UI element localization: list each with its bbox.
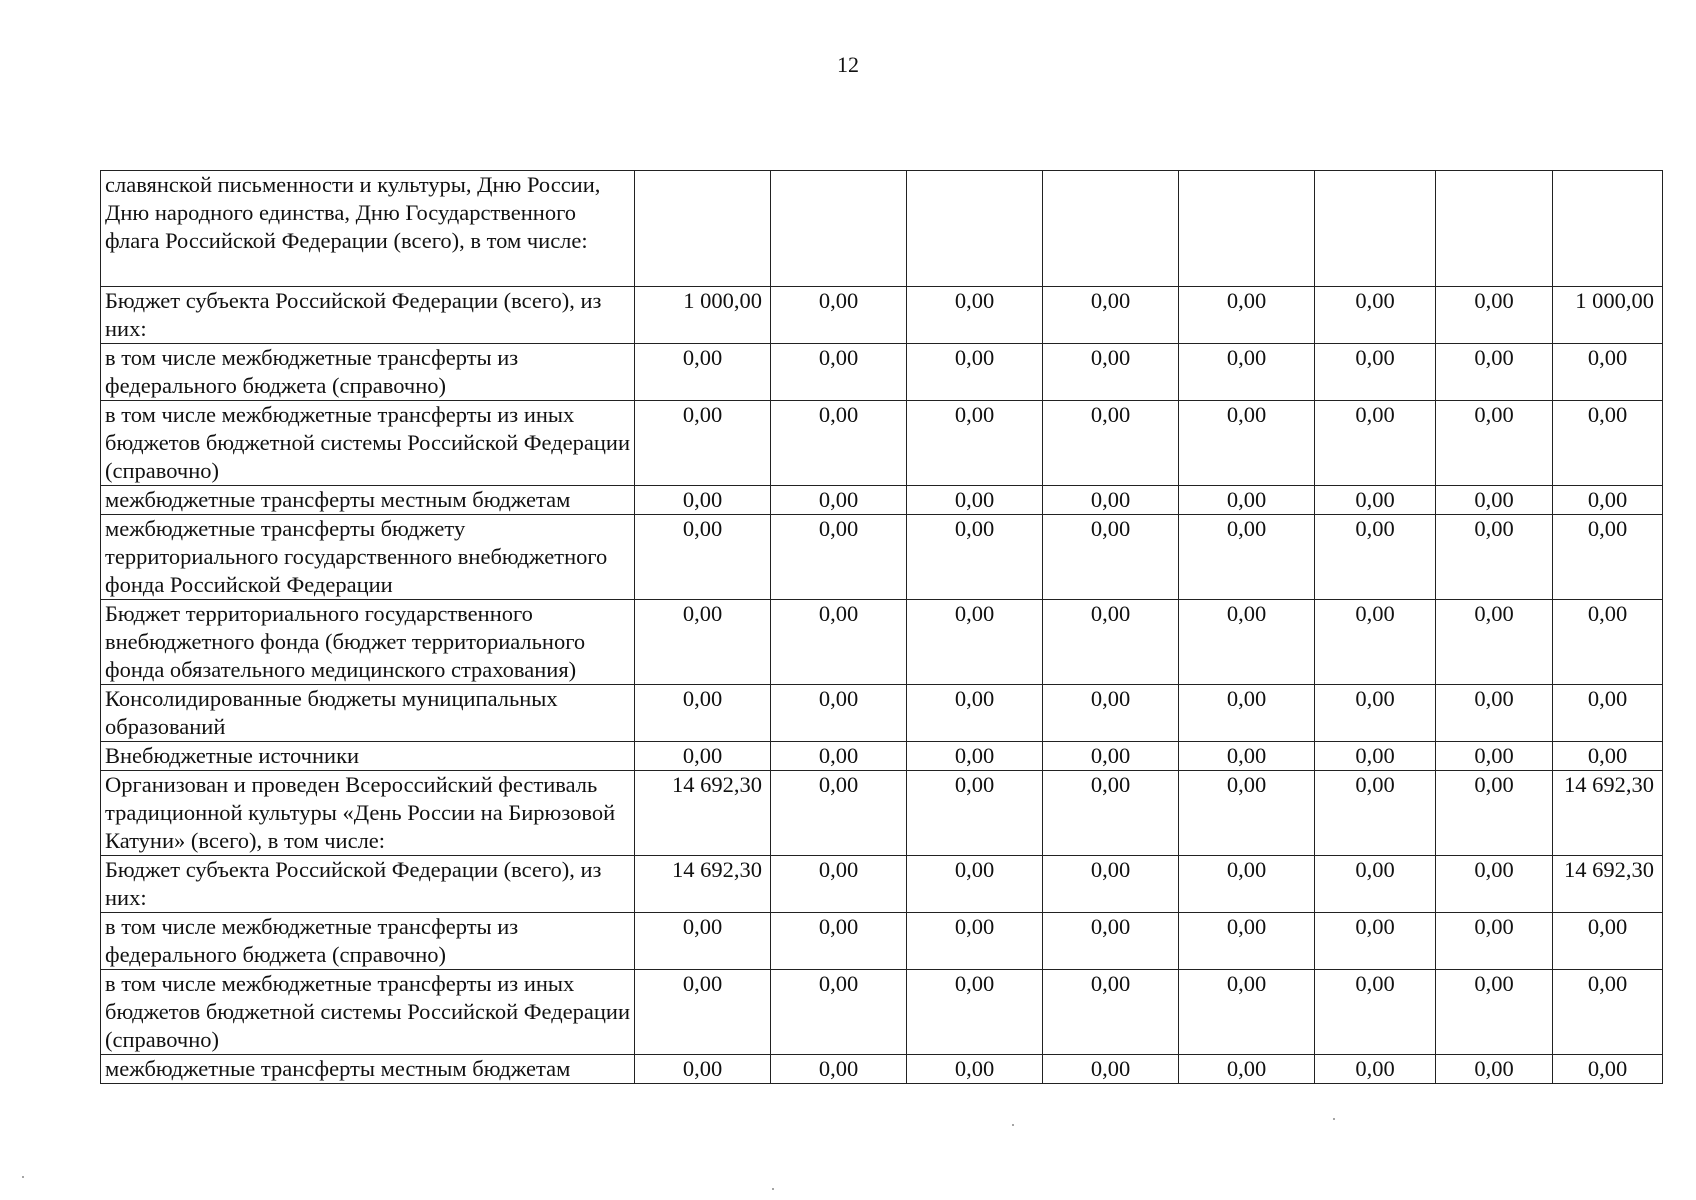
row-value: 0,00 — [1553, 913, 1663, 970]
table-row — [101, 287, 1663, 344]
row-value: 0,00 — [1043, 344, 1179, 401]
row-value: 0,00 — [1043, 742, 1179, 771]
scan-speck — [1012, 1124, 1014, 1126]
row-value: 0,00 — [1436, 344, 1553, 401]
row-label: Бюджет субъекта Российской Федерации (всего), из них: — [101, 287, 635, 344]
row-value — [1315, 171, 1436, 287]
row-value: 0,00 — [1179, 742, 1315, 771]
row-value: 1 000,00 — [1553, 287, 1663, 344]
row-value: 0,00 — [1315, 401, 1436, 486]
row-value: 0,00 — [1179, 287, 1315, 344]
row-value: 0,00 — [1315, 742, 1436, 771]
table-row — [101, 970, 1663, 1055]
row-value: 0,00 — [1043, 600, 1179, 685]
row-value — [1553, 171, 1663, 287]
row-value: 0,00 — [907, 486, 1043, 515]
row-value: 0,00 — [1436, 856, 1553, 913]
row-value: 0,00 — [907, 344, 1043, 401]
row-value: 0,00 — [635, 1055, 771, 1084]
row-value: 0,00 — [1043, 515, 1179, 600]
row-label: Внебюджетные источники — [101, 742, 635, 771]
row-value: 0,00 — [1315, 970, 1436, 1055]
row-value — [1436, 171, 1553, 287]
row-value: 0,00 — [1179, 600, 1315, 685]
table-row — [101, 742, 1663, 771]
row-value: 0,00 — [907, 742, 1043, 771]
row-label: Бюджет территориального государственного внебюджетного фонда (бюджет территориального фонда обязательного медицинского страхования) — [101, 600, 635, 685]
row-value: 0,00 — [771, 856, 907, 913]
row-value: 0,00 — [771, 771, 907, 856]
row-value: 0,00 — [771, 970, 907, 1055]
row-value: 14 692,30 — [635, 856, 771, 913]
row-value — [1179, 171, 1315, 287]
row-value: 0,00 — [771, 344, 907, 401]
row-value: 0,00 — [1315, 685, 1436, 742]
row-value: 0,00 — [635, 344, 771, 401]
row-value: 0,00 — [1043, 771, 1179, 856]
row-value: 0,00 — [771, 401, 907, 486]
row-label: Организован и проведен Всероссийский фестиваль традиционной культуры «День России на Бирюзовой Катуни» (всего), в том числе: — [101, 771, 635, 856]
row-value: 0,00 — [1179, 913, 1315, 970]
row-value: 0,00 — [635, 913, 771, 970]
row-label: межбюджетные трансферты местным бюджетам — [101, 486, 635, 515]
table-row — [101, 913, 1663, 970]
row-value: 0,00 — [771, 1055, 907, 1084]
row-value: 0,00 — [1179, 344, 1315, 401]
row-value: 0,00 — [1179, 1055, 1315, 1084]
row-label: Консолидированные бюджеты муниципальных образований — [101, 685, 635, 742]
row-value: 0,00 — [907, 1055, 1043, 1084]
row-value: 0,00 — [1436, 913, 1553, 970]
row-value: 0,00 — [1436, 600, 1553, 685]
row-value: 0,00 — [771, 515, 907, 600]
row-value: 0,00 — [907, 856, 1043, 913]
row-value: 0,00 — [1315, 600, 1436, 685]
row-value: 0,00 — [907, 287, 1043, 344]
row-value: 0,00 — [1436, 771, 1553, 856]
row-value — [1043, 171, 1179, 287]
table-row — [101, 600, 1663, 685]
table-row — [101, 1055, 1663, 1084]
row-value: 1 000,00 — [635, 287, 771, 344]
row-value: 0,00 — [1043, 685, 1179, 742]
row-value: 14 692,30 — [1553, 771, 1663, 856]
row-value: 0,00 — [771, 685, 907, 742]
row-value: 14 692,30 — [1553, 856, 1663, 913]
row-value: 0,00 — [1315, 344, 1436, 401]
row-value: 0,00 — [1553, 486, 1663, 515]
row-label: в том числе межбюджетные трансферты из иных бюджетов бюджетной системы Российской Федерации (справочно) — [101, 401, 635, 486]
row-label: межбюджетные трансферты местным бюджетам — [101, 1055, 635, 1084]
row-value: 0,00 — [1043, 287, 1179, 344]
row-value: 0,00 — [635, 486, 771, 515]
scan-speck — [772, 1188, 774, 1190]
row-label: в том числе межбюджетные трансферты из иных бюджетов бюджетной системы Российской Федерации (справочно) — [101, 970, 635, 1055]
row-value: 0,00 — [1553, 685, 1663, 742]
row-label: в том числе межбюджетные трансферты из федерального бюджета (справочно) — [101, 913, 635, 970]
row-value: 0,00 — [1553, 515, 1663, 600]
row-value: 0,00 — [635, 515, 771, 600]
row-value: 0,00 — [1553, 401, 1663, 486]
row-value: 0,00 — [771, 287, 907, 344]
row-value: 0,00 — [1315, 486, 1436, 515]
row-value: 0,00 — [1043, 1055, 1179, 1084]
row-value: 0,00 — [907, 913, 1043, 970]
row-value: 0,00 — [907, 401, 1043, 486]
row-value: 0,00 — [907, 771, 1043, 856]
row-value: 0,00 — [635, 401, 771, 486]
row-value: 0,00 — [1043, 401, 1179, 486]
row-value: 0,00 — [771, 600, 907, 685]
table-row — [101, 401, 1663, 486]
row-value: 0,00 — [1179, 515, 1315, 600]
budget-table — [100, 170, 1663, 1084]
row-value: 0,00 — [1315, 856, 1436, 913]
row-value: 0,00 — [1043, 970, 1179, 1055]
row-value: 0,00 — [771, 742, 907, 771]
row-value: 0,00 — [1553, 970, 1663, 1055]
row-value: 0,00 — [1179, 401, 1315, 486]
row-value: 0,00 — [1179, 970, 1315, 1055]
row-value: 0,00 — [907, 685, 1043, 742]
row-value: 0,00 — [1553, 344, 1663, 401]
budget-table-body — [101, 171, 1663, 1084]
row-value: 0,00 — [1315, 771, 1436, 856]
row-label: межбюджетные трансферты бюджету территориального государственного внебюджетного фонда Российской Федерации — [101, 515, 635, 600]
table-row — [101, 171, 1663, 287]
row-value: 0,00 — [1436, 685, 1553, 742]
table-row — [101, 515, 1663, 600]
row-value: 0,00 — [1179, 486, 1315, 515]
row-value: 0,00 — [1315, 287, 1436, 344]
row-value: 0,00 — [771, 913, 907, 970]
row-value: 0,00 — [1315, 913, 1436, 970]
table-row — [101, 771, 1663, 856]
table-row — [101, 685, 1663, 742]
row-label: в том числе межбюджетные трансферты из федерального бюджета (справочно) — [101, 344, 635, 401]
row-value: 0,00 — [1436, 401, 1553, 486]
row-value: 0,00 — [1436, 486, 1553, 515]
row-value: 0,00 — [907, 600, 1043, 685]
row-value: 0,00 — [1043, 913, 1179, 970]
table-row — [101, 486, 1663, 515]
row-value: 0,00 — [1436, 287, 1553, 344]
row-value: 0,00 — [635, 600, 771, 685]
row-value: 14 692,30 — [635, 771, 771, 856]
table-row — [101, 856, 1663, 913]
row-value — [771, 171, 907, 287]
row-value — [907, 171, 1043, 287]
row-value: 0,00 — [635, 685, 771, 742]
row-value: 0,00 — [1179, 771, 1315, 856]
row-value: 0,00 — [635, 742, 771, 771]
row-value: 0,00 — [1436, 742, 1553, 771]
row-value: 0,00 — [1179, 685, 1315, 742]
row-value: 0,00 — [771, 486, 907, 515]
row-value — [635, 171, 771, 287]
row-value: 0,00 — [1436, 970, 1553, 1055]
scan-speck — [1333, 1118, 1335, 1120]
row-value: 0,00 — [1043, 856, 1179, 913]
row-value: 0,00 — [1315, 1055, 1436, 1084]
row-value: 0,00 — [1553, 1055, 1663, 1084]
table-row — [101, 344, 1663, 401]
page-number: 12 — [837, 52, 859, 77]
row-value: 0,00 — [907, 515, 1043, 600]
row-value: 0,00 — [1179, 856, 1315, 913]
row-value: 0,00 — [1436, 1055, 1553, 1084]
scan-speck — [22, 1176, 24, 1178]
row-value: 0,00 — [1315, 515, 1436, 600]
row-value: 0,00 — [907, 970, 1043, 1055]
row-value: 0,00 — [1436, 515, 1553, 600]
row-label: славянской письменности и культуры, Дню России, Дню народного единства, Дню Государственного флага Российской Федерации (всего), в том числе: — [101, 171, 635, 287]
row-value: 0,00 — [1553, 742, 1663, 771]
row-label: Бюджет субъекта Российской Федерации (всего), из них: — [101, 856, 635, 913]
row-value: 0,00 — [1553, 600, 1663, 685]
row-value: 0,00 — [635, 970, 771, 1055]
row-value: 0,00 — [1043, 486, 1179, 515]
